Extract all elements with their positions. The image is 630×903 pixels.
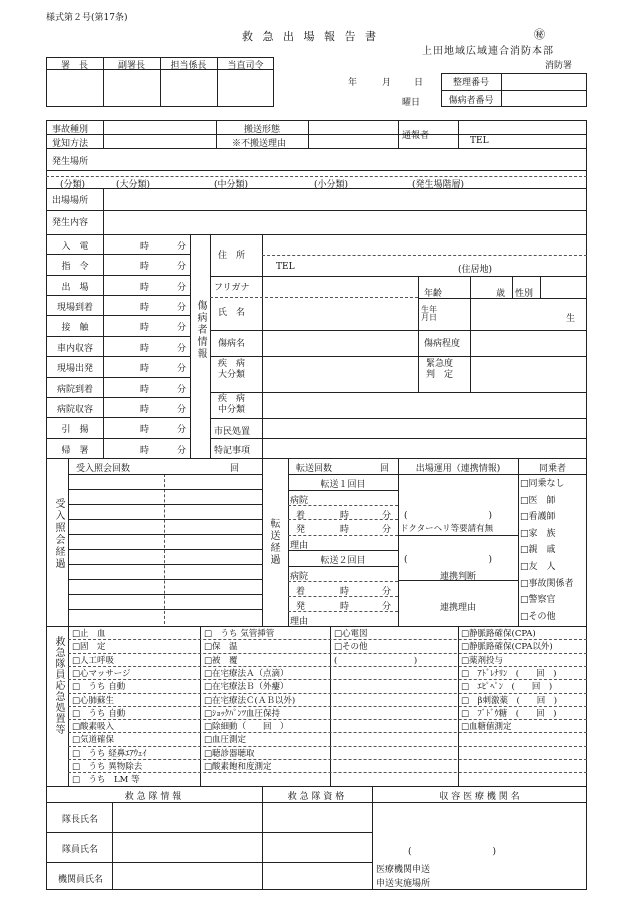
operation-paren-1: ( ) (404, 511, 493, 521)
treatment-checkbox[interactable]: □心電図 (334, 629, 368, 639)
inquiry-count-label: 受入照会回数 (76, 464, 131, 474)
companion-checkbox[interactable]: □親 戚 (520, 545, 556, 556)
timeline-divider (46, 438, 190, 439)
inquiry-hospital-field[interactable] (70, 550, 162, 563)
timeline-hour: 時 (140, 445, 150, 456)
address-label: 住 所 (218, 251, 246, 261)
timeline-label: 指 令 (61, 262, 89, 273)
incident-type-field[interactable] (105, 122, 213, 133)
timeline-hour: 時 (140, 364, 150, 375)
incident-type-label: 事故種別 (52, 125, 89, 135)
timeline-minute-field[interactable] (150, 278, 176, 292)
transport-form-label: 搬送形態 (244, 125, 281, 135)
injury-name-label: 傷病名 (218, 339, 246, 349)
companions-heading: 同乗者 (538, 464, 566, 474)
urgency-label: 緊急度 判 定 (426, 359, 454, 380)
sex-field[interactable] (543, 280, 583, 294)
inquiry-result-field[interactable] (166, 595, 260, 608)
timeline-divider (46, 336, 190, 337)
timeline-divider (46, 377, 190, 378)
timeline-hour-field[interactable] (106, 420, 138, 434)
transfer1-depart-min: 分 (382, 525, 392, 535)
timeline-hour-field[interactable] (106, 237, 138, 251)
treatment-checkbox[interactable]: □酸素飽和度測定 (204, 762, 272, 772)
approval-duty: 当直司令 (227, 61, 264, 71)
transfer2-depart-label: 発 (296, 602, 306, 612)
timeline-minute-field[interactable] (150, 318, 176, 332)
inquiry-times: 回 (230, 464, 240, 474)
doctor-heli-label: ドクターヘリ等要請有無 (400, 524, 494, 534)
timeline-minute: 分 (177, 384, 187, 395)
transfer2-arrive-min: 分 (382, 587, 392, 597)
transfer-label: 転送経過 (268, 518, 279, 566)
companion-checkbox[interactable]: □同乗なし (520, 479, 565, 489)
timeline-hour: 時 (140, 343, 150, 354)
first-aid-label: 市民処置 (214, 427, 251, 437)
timeline-hour-field[interactable] (106, 380, 138, 394)
approval-stamp-field-4[interactable] (220, 76, 272, 102)
location-label: 発生場所 (52, 157, 89, 167)
hospital-heading: 収 容 医 療 機 関 名 (439, 792, 520, 802)
inquiry-result-field[interactable] (166, 505, 260, 518)
hospital-request-label: 医療機関申送 (376, 865, 431, 875)
transfer-second: 転送２回目 (320, 556, 366, 566)
timeline-hour: 時 (140, 425, 150, 436)
timeline-label: 現場出発 (56, 364, 93, 375)
treatment-checkbox[interactable]: □ ｱﾄﾞﾚﾅﾘﾝ ( 回 ) (461, 668, 557, 679)
transport-form-field[interactable] (310, 122, 396, 133)
treatment-checkbox[interactable]: □静脈路確保(CPA) (461, 629, 536, 639)
born-label: 生 (566, 314, 576, 324)
transfer2-arrive-label: 着 (296, 587, 306, 597)
treatment-label: 救急隊員応急処置等 (53, 636, 64, 735)
treatment-checkbox[interactable]: □ β刺激薬 ( 回 ) (461, 695, 558, 706)
timeline-label: 車内収容 (56, 343, 93, 354)
link-decision-label: 連携判断 (439, 572, 476, 582)
approval-stamp-field-1[interactable] (62, 76, 100, 102)
organization-name: 上田地域広域連合消防本部 (422, 46, 554, 57)
first-aid-field[interactable] (266, 420, 584, 436)
timeline-minute-field[interactable] (150, 359, 176, 373)
inquiry-count-field[interactable] (160, 460, 226, 472)
treatment-checkbox[interactable]: □ うち LM 等 (72, 775, 140, 786)
timeline-minute-field[interactable] (150, 400, 176, 414)
treatment-checkbox[interactable]: □止 血 (72, 629, 106, 639)
severity-field[interactable] (474, 332, 584, 352)
timeline-minute-field[interactable] (150, 339, 176, 353)
treatment-checkbox[interactable]: □ ｴﾋﾟﾍﾟﾝ ( 回 ) (461, 682, 553, 693)
team-info-heading: 救 急 隊 情 報 (124, 792, 182, 802)
timeline-divider (46, 295, 190, 296)
reporter-tel-label: TEL (470, 136, 489, 146)
disease-mid-label: 疾 病 中分類 (218, 394, 246, 415)
timeline-divider (46, 397, 190, 398)
hospital-field[interactable] (376, 806, 582, 836)
treatment-row-line (68, 653, 587, 654)
member-field[interactable] (116, 836, 258, 858)
timeline-hour: 時 (140, 242, 150, 252)
station-label: 消防署 (545, 61, 573, 71)
approval-deputy: 副署長 (117, 61, 145, 71)
treatment-checkbox[interactable]: □血糖値測定 (461, 722, 512, 733)
treatment-checkbox[interactable]: □人工呼吸 (72, 655, 115, 666)
timeline-minute-field[interactable] (150, 237, 176, 251)
timeline-minute: 分 (177, 303, 187, 314)
patient-number-label: 傷病者番号 (448, 96, 494, 106)
notes-field[interactable] (266, 440, 584, 456)
treatment-row-line (68, 666, 587, 667)
transfer2-reason-label: 理由 (290, 617, 309, 627)
treatment-checkbox[interactable]: □在宅療法Ｃ(ＡＢ以外) (204, 695, 296, 706)
day-label: 日 (414, 78, 424, 88)
treatment-checkbox[interactable]: □酸素吸入 (72, 722, 115, 733)
timeline-minute-field[interactable] (150, 441, 176, 455)
name-field[interactable] (266, 300, 416, 322)
timeline-label: 入 電 (61, 242, 89, 252)
timeline-divider (46, 315, 190, 316)
inquiry-hospital-field[interactable] (70, 595, 162, 608)
companion-checkbox[interactable]: □事故関係者 (520, 578, 574, 589)
timeline-hour-field[interactable] (106, 298, 138, 312)
weekday-label: 曜日 (402, 98, 421, 108)
timeline-divider (46, 417, 190, 418)
treatment-row-line (68, 772, 587, 773)
timeline-label: 接 触 (61, 323, 89, 334)
name-label: 氏 名 (218, 308, 246, 318)
timeline-label: 出 場 (61, 282, 89, 293)
timeline-minute-field[interactable] (150, 380, 176, 394)
transfer-count-label: 転送回数 (296, 464, 333, 474)
class-minor: (小分類) (314, 180, 349, 190)
notes-label: 特記事項 (214, 446, 251, 456)
age-label: 年齢 (424, 289, 443, 299)
transfer-first: 転送１回目 (320, 480, 366, 490)
reporter-label: 通報者 (402, 131, 430, 141)
transfer2-depart-min: 分 (382, 602, 392, 612)
inquiry-result-field[interactable] (166, 550, 260, 563)
timeline-hour: 時 (140, 262, 150, 273)
approval-stamp-field-3[interactable] (163, 76, 215, 102)
class-middle: (中分類) (214, 180, 249, 190)
driver-field[interactable] (116, 866, 258, 886)
furigana-field[interactable] (266, 279, 416, 293)
treatment-checkbox[interactable]: □聴診器聴取 (204, 748, 255, 759)
treatment-checkbox[interactable]: □心肺蘇生 (72, 695, 115, 706)
timeline-hour-field[interactable] (106, 400, 138, 414)
treatment-checkbox[interactable]: □血圧測定 (204, 735, 247, 746)
approval-section: 担当係長 (170, 61, 207, 71)
treatment-checkbox[interactable]: ( ) (334, 655, 418, 666)
treatment-row-line (68, 732, 587, 733)
timeline-minute: 分 (177, 282, 187, 293)
inquiry-result-field[interactable] (166, 580, 260, 593)
detection-method-label: 覚知方法 (52, 139, 89, 149)
timeline-hour-field[interactable] (106, 441, 138, 455)
timeline-hour: 時 (140, 282, 150, 293)
furigana-label: フリガナ (214, 283, 250, 293)
class-label: (分類) (60, 180, 86, 190)
treatment-row-line (68, 706, 587, 707)
patient-number-field[interactable] (503, 92, 585, 105)
timeline-hour: 時 (140, 384, 150, 395)
timeline-hour: 時 (140, 404, 150, 415)
timeline-label: 帰 署 (61, 445, 89, 456)
companion-checkbox[interactable]: □医 師 (520, 495, 556, 506)
form-number: 様式第２号(第17条) (46, 13, 128, 23)
severity-label: 傷病程度 (424, 339, 461, 349)
patient-tel-label: TEL (276, 262, 295, 272)
captain-label: 隊長氏名 (62, 815, 99, 825)
treatment-checkbox[interactable]: □その他 (334, 642, 368, 653)
qualification-heading: 救 急 隊 資 格 (287, 792, 345, 802)
inquiry-hospital-field[interactable] (70, 490, 162, 503)
inquiry-hospital-field[interactable] (70, 535, 162, 548)
treatment-checkbox[interactable]: □静脈路確保(CPA以外) (461, 642, 553, 653)
inquiry-result-field[interactable] (166, 610, 260, 623)
transfer2-depart-hour: 時 (340, 602, 350, 612)
inquiry-result-field[interactable] (166, 565, 260, 578)
timeline-minute-field[interactable] (150, 257, 176, 271)
captain-field[interactable] (116, 806, 258, 828)
disease-major-label: 疾 病 大分類 (218, 359, 246, 380)
companion-checkbox[interactable]: □看護師 (520, 512, 556, 523)
timeline-divider (46, 254, 190, 255)
approval-chief: 署 長 (60, 61, 88, 71)
content-label: 発生内容 (52, 218, 89, 228)
inquiry-hospital-field[interactable] (70, 520, 162, 533)
dispatch-place-label: 出場場所 (52, 196, 89, 206)
handover-place-label: 申送実施場所 (376, 879, 431, 889)
timeline-hour: 時 (140, 303, 150, 314)
qualification-field[interactable] (266, 806, 368, 886)
treatment-checkbox[interactable]: □心マッサージ (72, 668, 131, 679)
operation-heading: 出場運用（連携情報) (415, 464, 501, 474)
sex-label: 性別 (515, 289, 534, 299)
inquiry-hospital-field[interactable] (70, 580, 162, 593)
timeline-minute: 分 (177, 343, 187, 354)
timeline-minute: 分 (177, 242, 187, 252)
timeline-minute: 分 (177, 364, 187, 375)
driver-label: 機関員氏名 (58, 875, 104, 885)
ref-number-field[interactable] (503, 75, 585, 88)
timeline-hour-field[interactable] (106, 257, 138, 271)
inquiry-hospital-field[interactable] (70, 505, 162, 518)
transfer1-arrive-min: 分 (382, 511, 392, 521)
companion-checkbox[interactable]: □警察官 (520, 595, 556, 606)
treatment-checkbox[interactable]: □固 定 (72, 642, 106, 653)
reporter-field[interactable] (460, 122, 585, 133)
age-unit: 歳 (496, 289, 506, 299)
timeline-minute: 分 (177, 425, 187, 436)
transfer1-hospital-label: 病院 (290, 496, 309, 506)
treatment-row-line (68, 719, 587, 720)
dispatch-place-field[interactable] (106, 190, 584, 208)
treatment-row-line (68, 639, 587, 640)
companion-checkbox[interactable]: □友 人 (520, 562, 556, 572)
transfer1-arrive-label: 着 (296, 511, 306, 521)
operation-paren-2: ( ) (404, 555, 493, 565)
timeline-minute: 分 (177, 262, 187, 273)
inquiry-result-field[interactable] (166, 520, 260, 533)
address-field[interactable] (270, 237, 580, 253)
timeline-label: 病院収容 (56, 404, 93, 415)
treatment-row-line (68, 759, 587, 760)
inquiry-hospital-field[interactable] (70, 475, 162, 488)
transfer1-reason-label: 理由 (290, 541, 309, 551)
ref-number-label: 整理番号 (452, 78, 489, 88)
disease-major-field[interactable] (266, 358, 416, 388)
birth-label: 生年月日 (421, 305, 437, 322)
timeline-hour-field[interactable] (106, 278, 138, 292)
companion-checkbox[interactable]: □その他 (520, 611, 556, 622)
hospital-paren: ( ) (408, 847, 497, 857)
treatment-checkbox[interactable]: □ うち 気管挿管 (204, 629, 275, 639)
inquiry-result-field[interactable] (166, 490, 260, 503)
birth-field[interactable] (472, 300, 562, 322)
disease-mid-field[interactable] (266, 394, 584, 414)
timeline-minute-field[interactable] (150, 298, 176, 312)
timeline-label: 現場到着 (56, 303, 93, 314)
timeline-hour: 時 (140, 323, 150, 334)
timeline-minute: 分 (177, 404, 187, 415)
non-transport-reason-label: ※不搬送理由 (232, 139, 287, 149)
companion-checkbox[interactable]: □家 族 (520, 528, 556, 539)
timeline-minute-field[interactable] (150, 420, 176, 434)
treatment-checkbox[interactable]: □在宅療法Ｂ（外瘻） (204, 682, 289, 693)
timeline-hour-field[interactable] (106, 339, 138, 353)
link-reason-label: 連携理由 (439, 603, 476, 613)
treatment-row-line (68, 679, 587, 680)
treatment-checkbox[interactable]: □ うち 自動 (72, 682, 126, 693)
content-field[interactable] (106, 212, 584, 232)
transfer-times: 回 (380, 464, 390, 474)
treatment-checkbox[interactable]: □ うち 異物除去 (72, 762, 143, 772)
timeline-hour-field[interactable] (106, 318, 138, 332)
inquiry-hospital-field[interactable] (70, 610, 162, 623)
treatment-checkbox[interactable]: □ うち 経鼻ｴｱｳｪｲ (72, 748, 147, 759)
year-label: 年 (348, 78, 358, 88)
residence-label: (住居地) (458, 265, 493, 275)
timeline-label: 病院到着 (56, 384, 93, 395)
treatment-checkbox[interactable]: □保 温 (204, 642, 238, 653)
treatment-checkbox[interactable]: □在宅療法Ａ（点滴） (204, 668, 289, 679)
timeline-label: 引 揚 (61, 425, 89, 436)
timeline-minute: 分 (177, 445, 187, 456)
location-field[interactable] (110, 152, 580, 168)
treatment-checkbox[interactable]: □薬剤投与 (461, 655, 504, 666)
treatment-row-line (68, 746, 587, 747)
treatment-checkbox[interactable]: □ ﾌﾞﾄﾞｳ糖 ( 回 ) (461, 708, 557, 719)
timeline-divider (46, 356, 190, 357)
timeline-hour-field[interactable] (106, 359, 138, 373)
detection-method-field[interactable] (105, 136, 213, 147)
transfer1-depart-label: 発 (296, 525, 306, 535)
inquiry-hospital-field[interactable] (70, 565, 162, 578)
secret-stamp-icon: ㊙ (534, 28, 545, 41)
member-label: 隊員氏名 (62, 845, 99, 855)
timeline-divider (46, 275, 190, 276)
urgency-field[interactable] (474, 358, 584, 388)
timeline-minute: 分 (177, 323, 187, 334)
transfer1-arrive-hour: 時 (340, 511, 350, 521)
treatment-checkbox[interactable]: □ｼｮｯｸﾊﾟﾝﾂ血圧保持 (204, 708, 281, 719)
transfer2-hospital-label: 病院 (290, 572, 309, 582)
inquiry-result-field[interactable] (166, 475, 260, 488)
class-floor: (発生場階層) (412, 180, 465, 190)
treatment-checkbox[interactable]: □気道確保 (72, 735, 115, 746)
treatment-checkbox[interactable]: □除細動（ 回 ） (204, 722, 289, 733)
patient-section-label: 傷病者情報 (195, 300, 206, 360)
transfer2-arrive-hour: 時 (340, 587, 350, 597)
transfer1-depart-hour: 時 (340, 525, 350, 535)
treatment-row-line (68, 693, 587, 694)
month-label: 月 (382, 78, 392, 88)
inquiry-label: 受入照会経過 (53, 498, 64, 570)
injury-name-field[interactable] (266, 332, 416, 352)
approval-stamp-field-2[interactable] (106, 76, 158, 102)
page-title: 救 急 出 場 報 告 書 (242, 30, 379, 43)
inquiry-result-field[interactable] (166, 535, 260, 548)
treatment-checkbox[interactable]: □被 覆 (204, 655, 238, 666)
treatment-checkbox[interactable]: □ うち 自動 (72, 708, 126, 719)
class-major: (大分類) (116, 180, 151, 190)
